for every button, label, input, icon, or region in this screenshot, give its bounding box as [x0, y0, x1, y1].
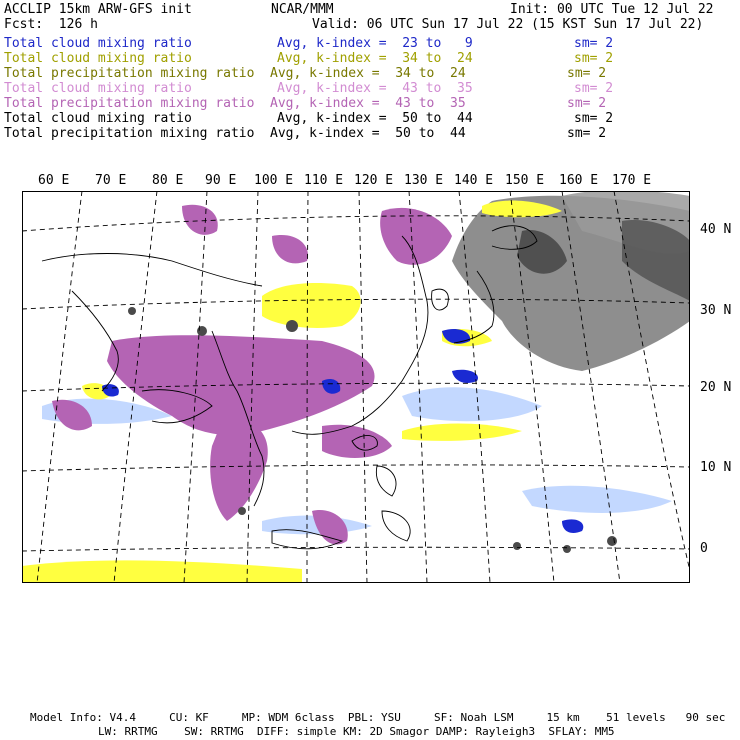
lon-label-140e: 140 E: [454, 173, 494, 188]
legend-sm-6: sm= 2: [574, 111, 614, 126]
legend-sm-1: sm= 2: [574, 36, 614, 51]
lat-label-10n: 10 N: [700, 460, 732, 475]
forecast-hour: Fcst: 126 h: [4, 17, 98, 32]
organization: NCAR/MMM: [271, 2, 334, 17]
lon-label-130e: 130 E: [404, 173, 444, 188]
lon-label-170e: 170 E: [612, 173, 652, 188]
legend-sm-3: sm= 2: [567, 66, 607, 81]
lon-label-150e: 150 E: [505, 173, 545, 188]
model-info-line2: LW: RRTMG SW: RRTMG DIFF: simple KM: 2D Smagor DAMP: Rayleigh3 SFLAY: MM5: [98, 725, 615, 738]
legend-range-1: Avg, k-index = 23 to 9: [277, 36, 473, 51]
legend-field-1: Total cloud mixing ratio: [4, 36, 192, 51]
legend-range-5: Avg, k-index = 43 to 35: [270, 96, 466, 111]
legend-sm-4: sm= 2: [574, 81, 614, 96]
legend-range-2: Avg, k-index = 34 to 24: [277, 51, 473, 66]
lon-label-120e: 120 E: [354, 173, 394, 188]
lat-label-30n: 30 N: [700, 303, 732, 318]
model-title: ACCLIP 15km ARW-GFS init: [4, 2, 192, 17]
legend-sm-2: sm= 2: [574, 51, 614, 66]
legend-range-3: Avg, k-index = 34 to 24: [270, 66, 466, 81]
legend-field-7: Total precipitation mixing ratio: [4, 126, 255, 141]
lat-label-20n: 20 N: [700, 380, 732, 395]
lon-label-110e: 110 E: [304, 173, 344, 188]
legend-range-4: Avg, k-index = 43 to 35: [277, 81, 473, 96]
legend-field-6: Total cloud mixing ratio: [4, 111, 192, 126]
lon-label-70e: 70 E: [95, 173, 127, 188]
legend-range-6: Avg, k-index = 50 to 44: [277, 111, 473, 126]
lon-label-100e: 100 E: [254, 173, 294, 188]
model-info-line1: Model Info: V4.4 CU: KF MP: WDM 6class PBL: YSU SF: Noah LSM 15 km 51 levels 90 sec: [30, 711, 726, 724]
legend-sm-7: sm= 2: [567, 126, 607, 141]
legend-sm-5: sm= 2: [567, 96, 607, 111]
init-time: Init: 00 UTC Tue 12 Jul 22: [510, 2, 714, 17]
forecast-map: [22, 191, 690, 583]
lon-label-80e: 80 E: [152, 173, 184, 188]
legend-field-5: Total precipitation mixing ratio: [4, 96, 255, 111]
lon-label-60e: 60 E: [38, 173, 70, 188]
legend-field-4: Total cloud mixing ratio: [4, 81, 192, 96]
lon-label-160e: 160 E: [559, 173, 599, 188]
legend-field-2: Total cloud mixing ratio: [4, 51, 192, 66]
lon-label-90e: 90 E: [205, 173, 237, 188]
lat-label-0: 0: [700, 541, 708, 556]
lat-label-40n: 40 N: [700, 222, 732, 237]
legend-range-7: Avg, k-index = 50 to 44: [270, 126, 466, 141]
legend-field-3: Total precipitation mixing ratio: [4, 66, 255, 81]
valid-time: Valid: 06 UTC Sun 17 Jul 22 (15 KST Sun 17 Jul 22): [312, 17, 704, 32]
